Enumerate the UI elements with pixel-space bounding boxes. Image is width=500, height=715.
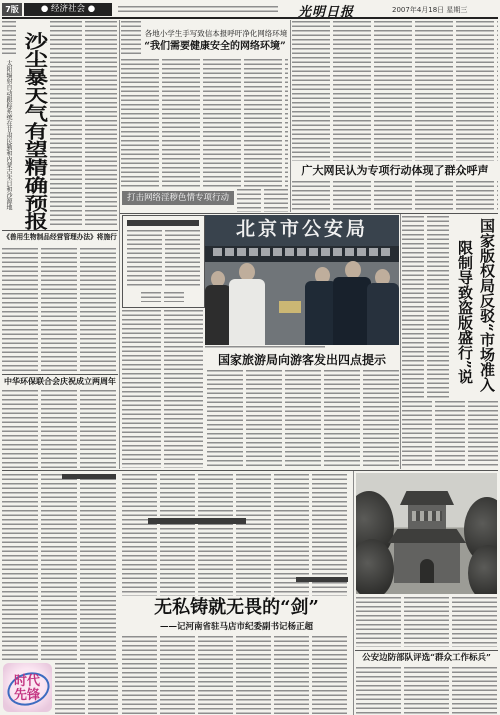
body-text <box>207 370 399 468</box>
feature-subhead <box>62 474 116 479</box>
body-text <box>237 189 288 212</box>
network-kicker: 各地小学生手写致信本报呼吁净化网络环境 <box>144 29 288 38</box>
person-white-coat <box>229 279 265 345</box>
netizens-headline: 广大网民认为专项行动体现了群众呼声 <box>301 164 489 177</box>
body-text <box>402 401 498 468</box>
body-text <box>402 216 449 398</box>
issue-date: 2007年4月18日 星期三 <box>392 6 468 14</box>
photo-banner-subline <box>213 248 391 256</box>
copyright-headline-col2: 限制导致盗版盛行”说 <box>456 240 474 384</box>
upper-roof <box>400 491 454 505</box>
body-text <box>292 181 498 211</box>
campaign-label-box: 打击网络淫秽色情专项行动 <box>122 191 234 205</box>
windows <box>412 511 442 521</box>
column-logo-text: 时代先锋 <box>13 674 40 703</box>
body-text <box>2 474 118 660</box>
photo-banner-text: 北京市公安局 <box>235 218 368 240</box>
column-rule <box>400 214 401 469</box>
border-police-headline: 公安边防部队评选“群众工作标兵” <box>362 653 491 663</box>
body-text <box>292 21 498 161</box>
person-suit <box>205 285 231 345</box>
body-text <box>121 21 141 57</box>
copyright-headline-col1: 国家版权局反驳“市场准入 <box>478 218 496 392</box>
gate-arch <box>420 559 434 583</box>
officer-uniform <box>367 283 399 345</box>
handover-item <box>279 301 301 313</box>
feature-subhead-byline: ——记河南省驻马店市纪委副书记杨正超 <box>159 622 313 632</box>
header-rule <box>2 17 498 19</box>
sandstorm-subhead: 太阳辐射自动跟踪系统在甘肃民勤和内蒙古朱日和沙源地 <box>5 60 12 210</box>
network-headline: “我们需要健康安全的网络环境” <box>144 41 286 52</box>
body-text <box>356 667 497 714</box>
vet-headline: 《兽用生物制品经营管理办法》将施行 <box>3 233 117 241</box>
sidebar-title <box>127 220 199 226</box>
body-text <box>50 21 118 228</box>
photo-credit <box>141 292 185 302</box>
body-text <box>122 636 350 714</box>
feature-headline: 无私铸就无畏的“剑” <box>154 597 319 618</box>
body-text <box>55 663 118 714</box>
police-ceremony-photo <box>205 215 399 345</box>
photo-caption <box>205 346 325 350</box>
section-banner: ● 经济社会 ● <box>24 3 112 16</box>
header-editor-line <box>118 6 278 14</box>
body-text <box>2 21 16 57</box>
feature-subhead <box>148 518 246 524</box>
section-rule <box>355 650 498 651</box>
body-text <box>121 59 288 188</box>
section-rule <box>2 470 498 471</box>
page-number: 7版 <box>2 3 22 16</box>
body-text <box>2 390 118 468</box>
sidebar-box <box>122 215 205 308</box>
masthead-logo: 光明日报 <box>298 5 355 20</box>
tourism-headline: 国家旅游局向游客发出四点提示 <box>217 353 386 367</box>
section-rule <box>2 230 118 231</box>
section-rule <box>2 374 118 375</box>
body-text <box>2 248 118 372</box>
lower-roof <box>388 529 466 543</box>
body-text <box>127 230 200 288</box>
photo-caption <box>356 597 497 647</box>
feature-subhead <box>296 577 348 582</box>
column-logo <box>3 663 52 712</box>
column-rule <box>119 20 120 469</box>
env-headline: 中华环保联合会庆祝成立两周年 <box>4 376 116 386</box>
sandstorm-headline: 沙尘暴天气有望精确预报 <box>20 32 48 230</box>
column-rule <box>290 20 291 212</box>
gate-building-photo <box>356 473 497 594</box>
column-rule <box>353 471 354 715</box>
body-text <box>122 310 203 468</box>
section-rule <box>120 213 498 214</box>
officer-uniform <box>333 277 371 345</box>
